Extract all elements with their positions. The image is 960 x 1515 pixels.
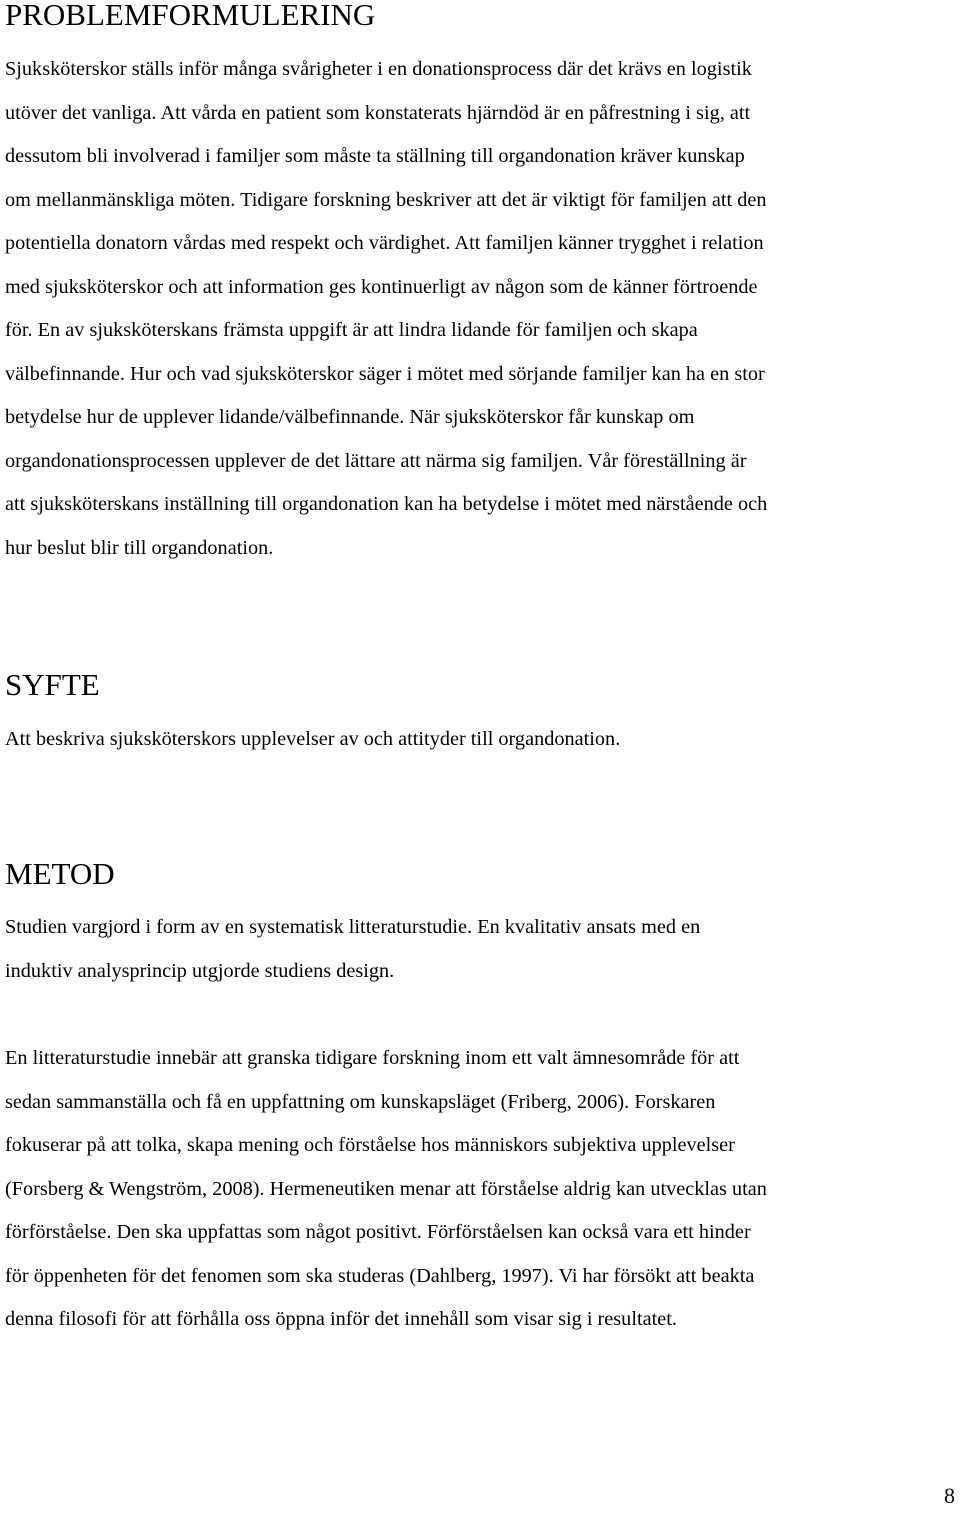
text-line: Studien vargjord i form av en systematisk litteraturstudie. En kvalitativ ansats med en [5, 916, 701, 938]
text-line: med sjuksköterskor och att information ges kontinuerligt av någon som de känner förtroende [5, 275, 758, 298]
text-line: för öppenheten för det fenomen som ska studeras (Dahlberg, 1997). Vi har försökt att beakta [5, 1264, 755, 1287]
text-line: välbefinnande. Hur och vad sjuksköterskor säger i mötet med sörjande familjer kan ha en stor [5, 362, 765, 385]
text-line: utöver det vanliga. Att vårda en patient som konstaterats hjärndöd är en påfrestning i sig, att [5, 101, 751, 124]
text-line: hur beslut blir till organdonation. [5, 536, 274, 559]
text-line: En litteraturstudie innebär att granska tidigare forskning inom ett valt ämnesområde för att [5, 1047, 740, 1069]
page-number: 8 [944, 1483, 955, 1508]
text-line: induktiv analysprincip utgjorde studiens design. [5, 959, 395, 982]
text-line: betydelse hur de upplever lidande/välbefinnande. När sjuksköterskor får kunskap om [5, 406, 695, 428]
text-line: för. En av sjuksköterskans främsta uppgift är att lindra lidande för familjen och skapa [5, 319, 698, 341]
text-line: sedan sammanställa och få en uppfattning om kunskapsläget (Friberg, 2006). Forskaren [5, 1090, 716, 1113]
text-line: (Forsberg & Wengström, 2008). Hermeneutiken menar att förståelse aldrig kan utvecklas utan [5, 1177, 767, 1200]
text-line: denna filosofi för att förhålla oss öppna inför det innehåll som visar sig i resultatet. [5, 1308, 677, 1330]
text-line: Att beskriva sjuksköterskors upplevelser av och attityder till organdonation. [5, 728, 621, 750]
text-line: dessutom bli involverad i familjer som måste ta ställning till organdonation kräver kunskap [5, 145, 745, 167]
text-line: potentiella donatorn vårdas med respekt och värdighet. Att familjen känner trygghet i relation [5, 232, 764, 254]
text-line: organdonationsprocessen upplever de det lättare att närma sig familjen. Vår föreställning är [5, 449, 747, 472]
text-line: fokuserar på att tolka, skapa mening och förståelse hos människors subjektiva upplevelser [5, 1134, 735, 1156]
text-line: om mellanmänskliga möten. Tidigare forskning beskriver att det är viktigt för familjen att den [5, 188, 767, 211]
heading-syfte: SYFTE [5, 667, 100, 702]
text-line: förförståelse. Den ska uppfattas som något positivt. Förförståelsen kan också vara ett hinder [5, 1221, 751, 1243]
paragraph-syfte [5, 718, 957, 762]
text-line: Sjuksköterskor ställs inför många svårigheter i en donationsprocess där det krävs en logistik [5, 58, 752, 80]
text-line: att sjuksköterskans inställning till organdonation kan ha betydelse i mötet med närstående och [5, 493, 768, 515]
heading-problemformulering: PROBLEMFORMULERING [5, 0, 376, 32]
paragraph-metod-intro [5, 906, 957, 993]
paragraph-metod-litteraturstudie [5, 1037, 957, 1342]
heading-metod: METOD [5, 856, 115, 891]
paragraph-problemformulering [5, 48, 957, 570]
